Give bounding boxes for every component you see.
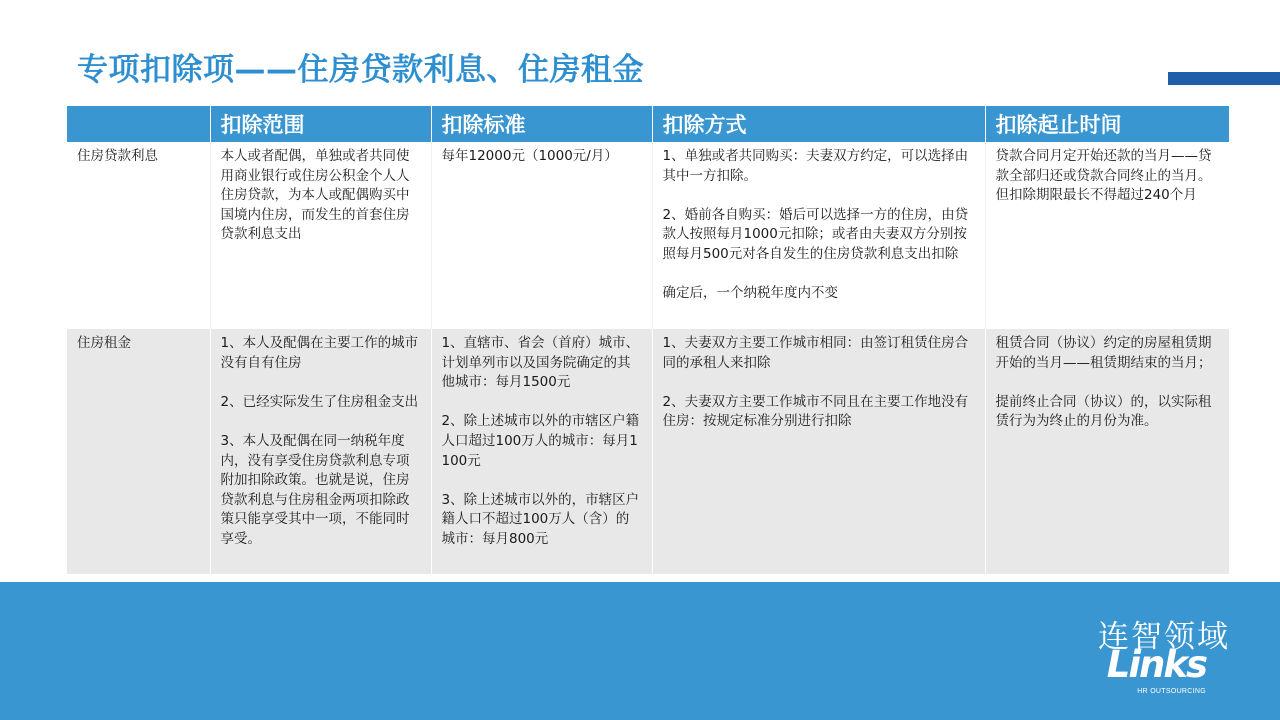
standard-text: 1、直辖市、省会（首府）城市、计划单列市以及国务院确定的其他城市：每月1500元 2、除上述城市以外的市辖区户籍人口超过100万人的城市：每月1100元 3、除上述城市以外的，市辖区户籍人口不超过100万人（含）的城市：每月800元 bbox=[441, 335, 640, 547]
row-label-cell bbox=[67, 142, 210, 329]
title-accent-bar bbox=[1168, 72, 1280, 85]
header-period: 扣除起止时间 bbox=[985, 106, 1229, 142]
brand-name: 连智领域 bbox=[1098, 619, 1230, 655]
header-blank bbox=[67, 106, 210, 142]
period-cell bbox=[985, 142, 1229, 329]
table-row-housing-loan-interest bbox=[67, 142, 1229, 329]
deduction-table bbox=[67, 106, 1229, 574]
header-scope: 扣除范围 bbox=[210, 106, 431, 142]
slide-title: 专项扣除项——住房贷款利息、住房租金 bbox=[77, 52, 644, 88]
standard-text: 每年12000元（1000元/月） bbox=[441, 148, 618, 164]
row-label: 住房贷款利息 bbox=[77, 148, 158, 164]
period-text: 贷款合同月定开始还款的当月——贷款全部归还或贷款合同终止的当月。但扣除期限最长不得超过240个月 bbox=[995, 148, 1212, 204]
row-label-cell bbox=[67, 329, 210, 574]
header-standard: 扣除标准 bbox=[431, 106, 652, 142]
table-header-row bbox=[67, 106, 1229, 142]
standard-cell bbox=[431, 142, 652, 329]
scope-cell bbox=[210, 142, 431, 329]
scope-text: 1、本人及配偶在主要工作的城市没有自有住房 2、已经实际发生了住房租金支出 3、本人及配偶在同一纳税年度内，没有享受住房贷款利息专项附加扣除政策。也就是说，住房贷款利息与住房租金两项扣除政策只能享受其中一项，不能同时享受。 bbox=[220, 335, 419, 547]
period-cell bbox=[985, 329, 1229, 574]
header-method: 扣除方式 bbox=[652, 106, 985, 142]
method-cell bbox=[652, 329, 985, 574]
footer-band bbox=[0, 582, 1280, 720]
table-row-housing-rent bbox=[67, 329, 1229, 574]
scope-cell bbox=[210, 329, 431, 574]
period-text: 租赁合同（协议）约定的房屋租赁期开始的当月——租赁期结束的当月； 提前终止合同（协议）的，以实际租赁行为为终止的月份为准。 bbox=[995, 335, 1212, 430]
method-cell bbox=[652, 142, 985, 329]
standard-cell bbox=[431, 329, 652, 574]
scope-text: 本人或者配偶，单独或者共同使用商业银行或住房公积金个人人住房贷款，为本人或配偶购买中国境内住房，而发生的首套住房贷款利息支出 bbox=[220, 148, 410, 243]
deduction-table-container bbox=[67, 106, 1229, 574]
row-label: 住房租金 bbox=[77, 335, 131, 351]
method-text: 1、单独或者共同购买：夫妻双方约定，可以选择由其中一方扣除。 2、婚前各自购买：婚后可以选择一方的住房，由贷款人按照每月1000元扣除；或者由夫妻双方分别按照每月500元对各自发生的住房贷款利息支出扣除 确定后，一个纳税年度内不变 bbox=[662, 148, 969, 302]
method-text: 1、夫妻双方主要工作城市相同：由签订租赁住房合同的承租人来扣除 2、夫妻双方主要工作城市不同且在主要工作地没有住房：按规定标准分别进行扣除 bbox=[662, 335, 969, 430]
brand-logo: Links bbox=[1106, 643, 1206, 686]
brand-tagline: HR OUTSOURCING bbox=[1137, 688, 1206, 695]
